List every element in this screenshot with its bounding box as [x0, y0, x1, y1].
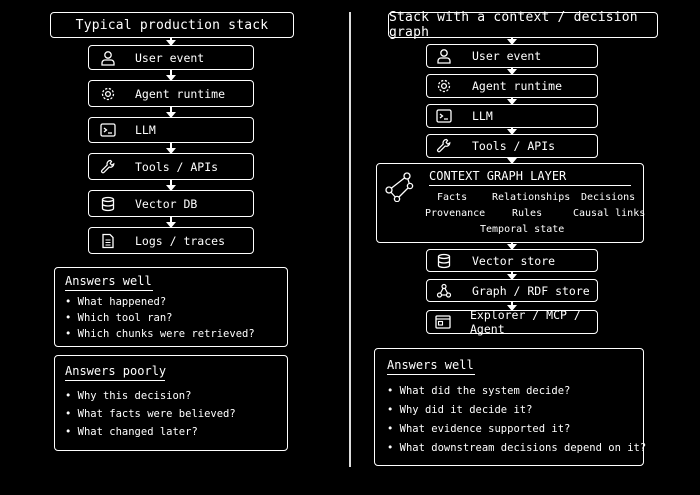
- window-icon: [435, 313, 451, 331]
- right-step-agent-runtime: [426, 74, 598, 98]
- bullet-item: • What did the system decide?: [387, 385, 571, 397]
- step-label: LLM: [135, 123, 156, 137]
- gear-icon: [435, 77, 453, 95]
- right-step-graph-rdf-store: [426, 279, 598, 302]
- right-answers-well-panel: [374, 348, 647, 466]
- user-icon: [435, 47, 453, 65]
- wrench-icon: [99, 158, 117, 176]
- panel-title: Answers well: [387, 358, 474, 372]
- right-step-tools-apis: [426, 134, 598, 158]
- step-label: Graph / RDF store: [472, 283, 590, 298]
- context-graph-item: Rules: [512, 208, 543, 219]
- left-step-vector-db: [88, 190, 254, 217]
- left-title-box: [50, 12, 294, 38]
- panel-title: Answers well: [65, 274, 152, 288]
- panel-title: Answers poorly: [65, 364, 167, 378]
- right-step-explorer-mcp-agent: [426, 310, 598, 334]
- title-underline: [429, 185, 631, 186]
- context-graph-item: Relationships: [492, 192, 571, 203]
- context-graph-item: Provenance: [425, 208, 486, 219]
- left-step-tools-apis: [88, 153, 254, 180]
- arrow: [170, 217, 172, 227]
- step-label: Explorer / MCP / Agent: [470, 308, 581, 336]
- step-label: Vector store: [472, 253, 556, 268]
- database-icon: [99, 195, 117, 213]
- bullet-item: • What happened?: [65, 296, 167, 308]
- title-underline: [387, 374, 475, 375]
- right-step-user-event: [426, 44, 598, 68]
- context-graph-item: Facts: [437, 192, 468, 203]
- context-graph-layer: [376, 163, 644, 243]
- arrow: [170, 38, 172, 45]
- context-graph-item: Decisions: [581, 192, 636, 203]
- arrow: [170, 143, 172, 153]
- bullet-item: • What changed later?: [65, 426, 198, 438]
- arrow: [511, 272, 513, 279]
- context-graph-item: Causal links: [573, 208, 646, 219]
- right-title: Stack with a context / decision graph: [389, 10, 638, 40]
- right-step-vector-store: [426, 249, 598, 272]
- arrow: [170, 70, 172, 80]
- bullet-item: • Which chunks were retrieved?: [65, 328, 255, 340]
- bullet-item: • What facts were believed?: [65, 408, 236, 420]
- bullet-item: • Which tool ran?: [65, 312, 173, 324]
- left-title: Typical production stack: [75, 17, 269, 33]
- step-label: Tools / APIs: [472, 139, 556, 153]
- column-divider: [349, 12, 351, 467]
- gear-icon: [99, 85, 117, 103]
- left-step-user-event: [88, 45, 254, 70]
- wrench-icon: [435, 137, 453, 155]
- left-answers-well-panel: [54, 267, 288, 347]
- left-step-logs-traces: [88, 227, 254, 254]
- left-answers-poorly-panel: [54, 355, 288, 451]
- database-icon: [435, 252, 453, 270]
- arrow: [170, 107, 172, 117]
- step-label: Agent runtime: [472, 79, 563, 93]
- terminal-icon: [99, 121, 117, 139]
- step-label: User event: [472, 49, 542, 63]
- step-label: User event: [135, 50, 205, 65]
- bullet-item: • Why did it decide it?: [387, 404, 533, 416]
- bullet-item: • Why this decision?: [65, 390, 192, 402]
- title-underline: [65, 380, 165, 381]
- step-label: Logs / traces: [135, 233, 226, 248]
- graph-icon: [383, 170, 415, 202]
- step-label: Vector DB: [135, 196, 198, 211]
- bullet-item: • What evidence supported it?: [387, 423, 571, 435]
- step-label: LLM: [472, 109, 493, 123]
- terminal-icon: [435, 107, 453, 125]
- bullet-item: • What downstream decisions depend on it?: [387, 442, 647, 454]
- user-icon: [99, 49, 117, 67]
- left-step-agent-runtime: [88, 80, 254, 107]
- left-step-llm: [88, 117, 254, 143]
- right-step-llm: [426, 104, 598, 128]
- right-title-box: [388, 12, 658, 38]
- step-label: Agent runtime: [135, 86, 226, 101]
- title-underline: [65, 290, 153, 291]
- step-label: Tools / APIs: [135, 159, 219, 174]
- context-graph-title: CONTEXT GRAPH LAYER: [429, 169, 567, 183]
- nodes-icon: [435, 282, 453, 300]
- document-icon: [99, 232, 117, 250]
- arrow: [170, 180, 172, 190]
- context-graph-item: Temporal state: [480, 224, 565, 235]
